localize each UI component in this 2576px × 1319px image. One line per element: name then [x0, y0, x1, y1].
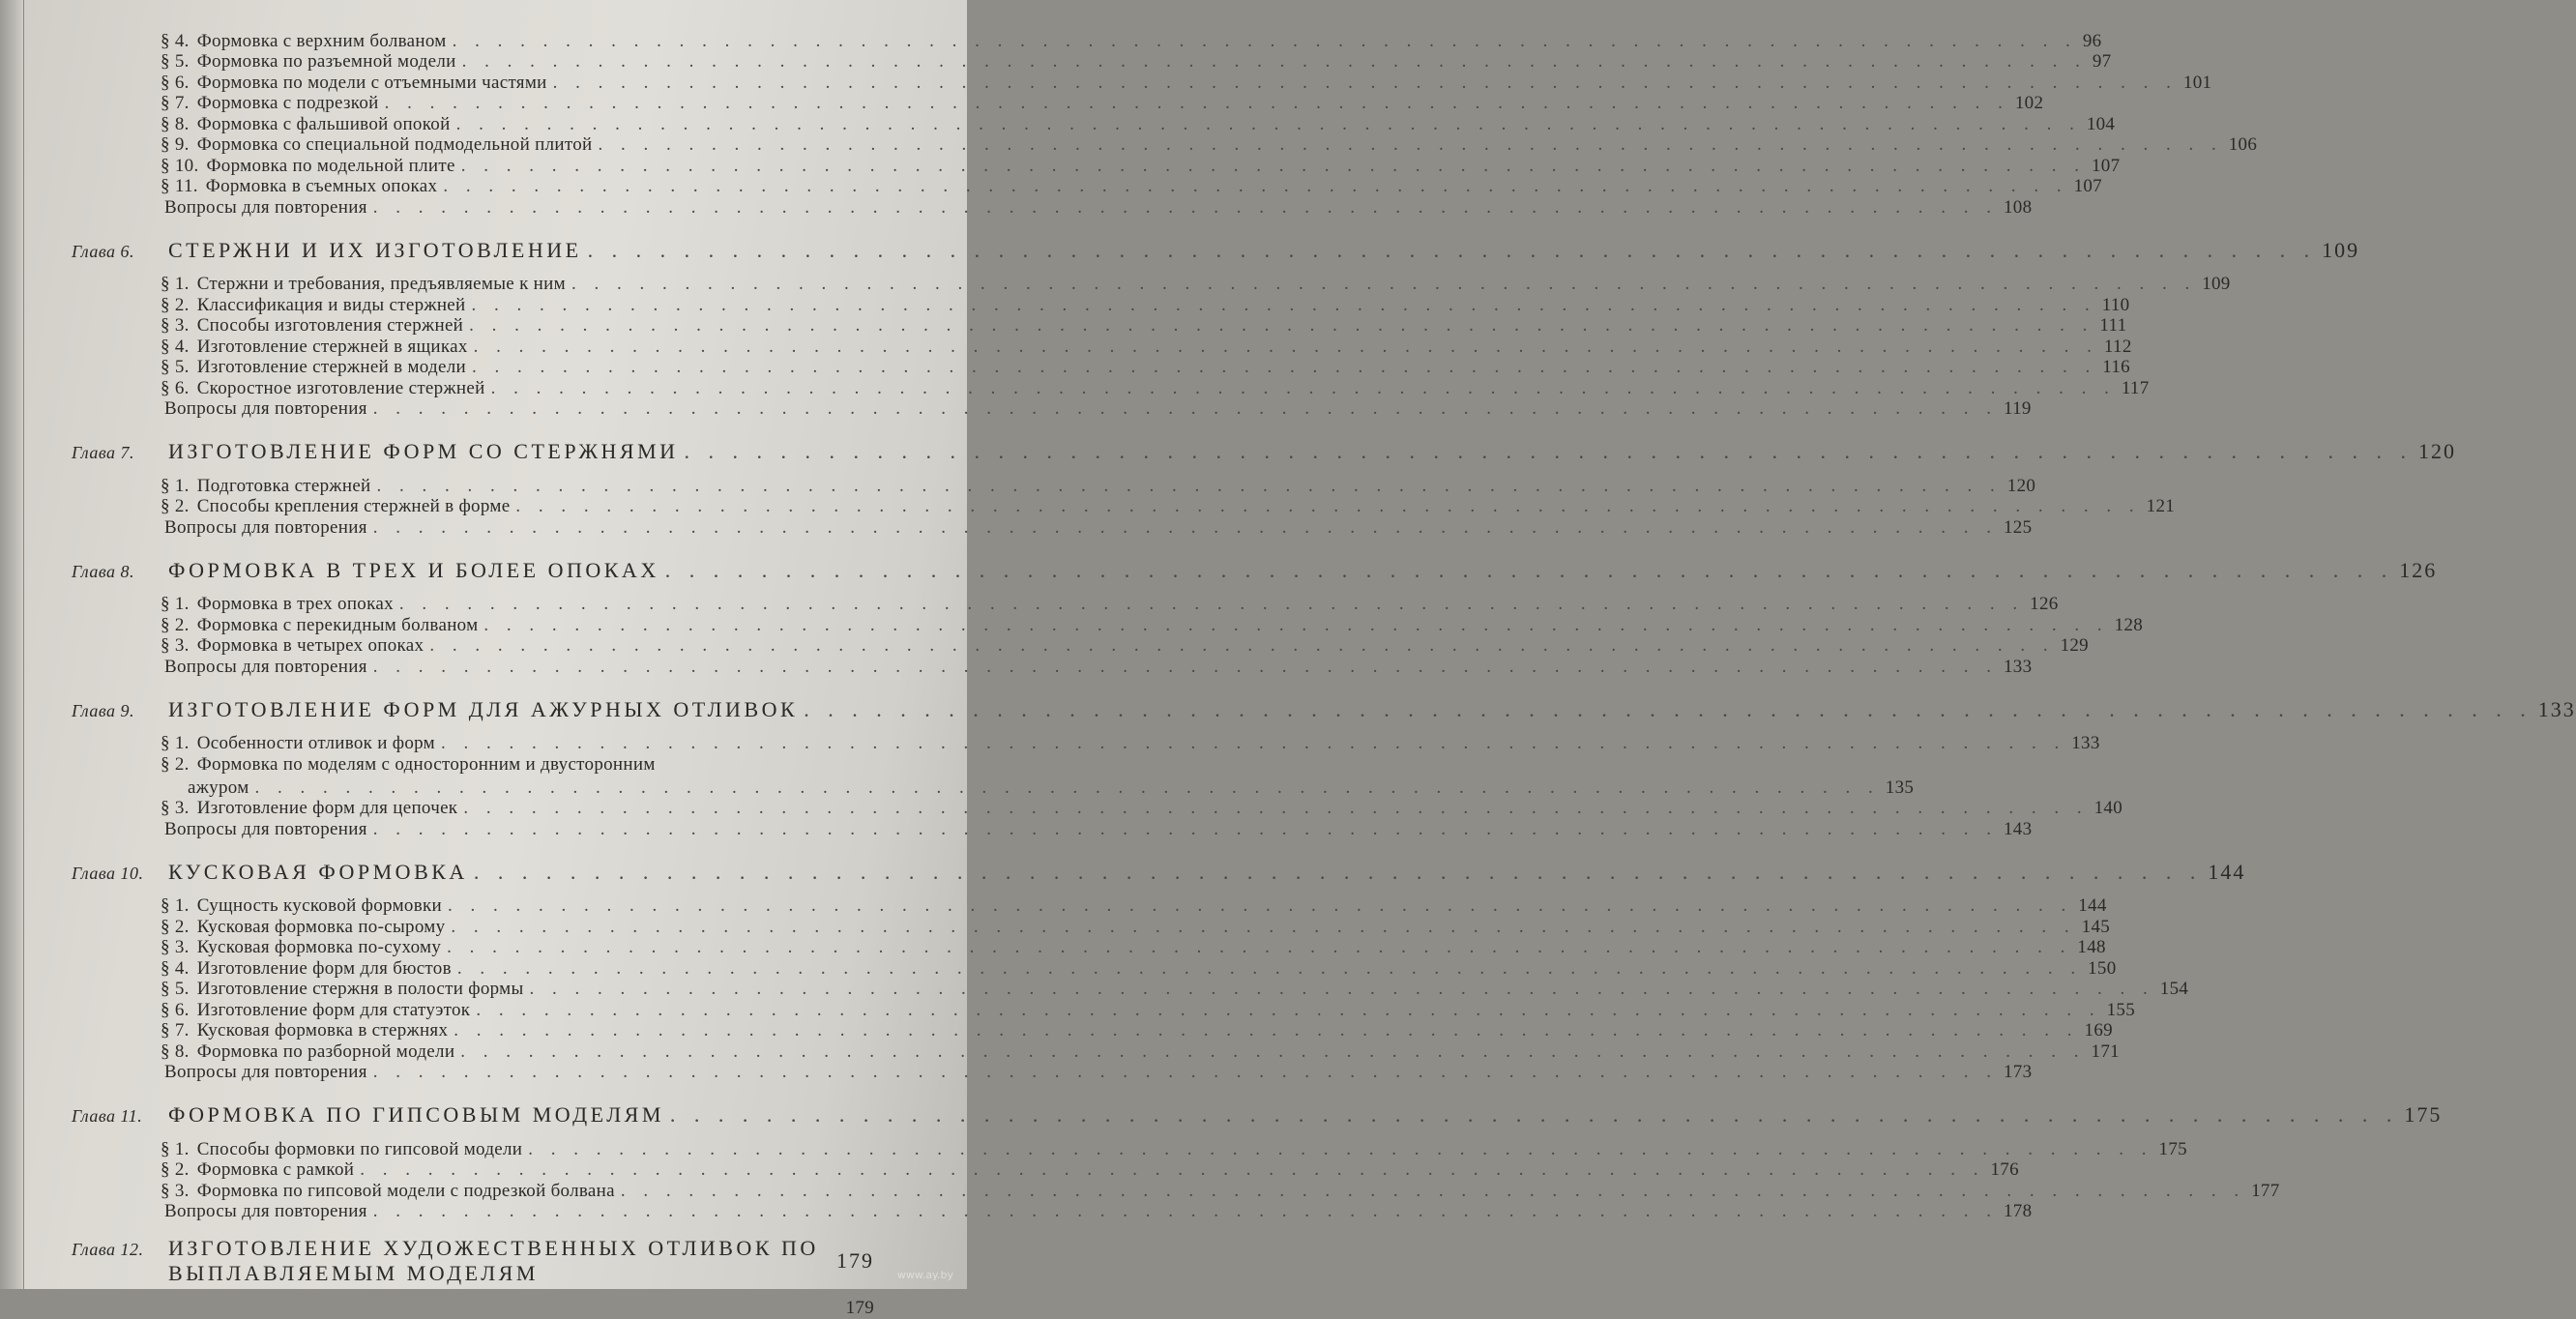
questions-title: Вопросы для повторения — [164, 1201, 367, 1221]
dot-leader: . . . . . . . . . . . . . . . . . . . . . . . . . . . . . . . . . . . . . . . . . . . . . . . . . . . . . . . . . . . . . . . . . . . . . . . . — [620, 1180, 2246, 1201]
dot-leader: . . . . . . . . . . . . . . . . . . . . . . . . . . . . . . . . . . . . . . . . . . . . . . . . . . . . . . . . . . . . . . . . . . . . . . . . — [471, 357, 2097, 377]
section-text — [161, 156, 455, 177]
page-number: 178 — [2003, 1201, 2033, 1221]
section-title: Изготовление стержней в ящиках — [196, 336, 468, 357]
toc-section-row — [72, 733, 2100, 755]
section-text — [161, 295, 466, 316]
section-text — [161, 979, 524, 1000]
section-number: § 5. — [161, 979, 190, 999]
toc-questions-row — [72, 196, 2033, 219]
page-number: 177 — [2251, 1180, 2280, 1201]
section-number: § 1. — [161, 594, 190, 614]
page-number: 155 — [2106, 999, 2135, 1020]
section-title: Формовка по моделям с односторонним и двусторонним — [196, 753, 656, 775]
dot-leader: . . . . . . . . . . . . . . . . . . . . . . . . . . . . . . . . . . . . . . . . . . . . . . . . . . . . . . . . . . . . . . . . . . . . . . . . — [372, 818, 1998, 839]
section-title: Изготовление форм для цепочек — [196, 798, 458, 818]
dot-leader: . . . . . . . . . . . . . . . . . . . . . . . . . . . . . . . . . . . . . . . . . . . . . . . . . . . . . . . . . . . . . . . . . . . . . . . . — [372, 1201, 1998, 1221]
page-number: 104 — [2086, 113, 2116, 134]
dot-leader: . . . . . . . . . . . . . . . . . . . . . . . . . . . . . . . . . . . . . . . . . . . . . . . . . . . . . . . . . . . . . . . . . . . . . . . . — [476, 999, 2101, 1020]
questions-title: Вопросы для повторения — [164, 516, 367, 538]
questions-title: Вопросы для повторения — [164, 398, 367, 419]
section-text — [161, 594, 394, 615]
section-text — [161, 73, 547, 94]
dot-leader: . . . . . . . . . . . . . . . . . . . . . . . . . . . . . . . . . . . . . . . . . . . . . . . . . . . . . . . . . . . . . . . . . . . . . . . . — [473, 859, 2203, 884]
dot-leader: . . . . . . . . . . . . . . . . . . . . . . . . . . . . . . . . . . . . . . . . . . . . . . . . . . . . . . . . . . . . . . . . . . . . . . . . — [571, 274, 2197, 294]
page-number: 129 — [2060, 635, 2089, 656]
chapter-label: Глава 12. — [72, 1240, 144, 1259]
section-title: Сущность кусковой формовки — [196, 895, 442, 916]
section-text — [161, 733, 435, 754]
section-number: § 1. — [161, 733, 190, 753]
chapter-label: Глава 7. — [72, 443, 135, 462]
toc-section-row — [72, 754, 874, 776]
dot-leader: . . . . . . . . . . . . . . . . . . . . . . . . . . . . . . . . . . . . . . . . . . . . . . . . . . . . . . . . . . . . . . . . . . . . . . . . — [372, 516, 1998, 538]
questions-title: Вопросы для повторения — [164, 818, 367, 839]
section-text — [161, 798, 457, 819]
chapter-text — [72, 1102, 664, 1128]
toc-section-row — [72, 294, 2130, 316]
dot-leader: . . . . . . . . . . . . . . . . . . . . . . . . . . . . . . . . . . . . . . . . . . . . . . . . . . . . . . . . . . . . . . . . . . . . . . . . — [398, 594, 2025, 614]
toc-section-row — [72, 134, 2258, 157]
page-number: 169 — [2084, 1020, 2113, 1041]
dot-leader: . . . . . . . . . . . . . . . . . . . . . . . . . . . . . . . . . . . . . . . . . . . . . . . . . . . . . . . . . . . . . . . . . . . . . . . . — [490, 377, 2116, 398]
section-text — [161, 274, 566, 295]
section-text — [161, 134, 592, 156]
section-title: Формовка с верхним болваном — [196, 30, 447, 51]
section-number: § 6. — [161, 999, 190, 1020]
page-number: 148 — [2077, 937, 2106, 957]
section-title: Изготовление стержней в модели — [196, 357, 466, 377]
section-text — [161, 176, 437, 197]
page-number: 173 — [2003, 1062, 2033, 1082]
book-gutter — [0, 0, 24, 1289]
section-number: § 2. — [161, 496, 190, 516]
section-number: § 9. — [161, 134, 190, 155]
page-number: 102 — [2014, 93, 2044, 113]
dot-leader: . . . . . . . . . . . . . . . . . . . . . . . . . . . . . . . . . . . . . . . . . . . . . . . . . . . . . . . . . . . . . . . . . . . . . . . . — [443, 176, 2068, 196]
section-text — [161, 357, 466, 378]
dot-leader: . . . . . . . . . . . . . . . . . . . . . . . . . . . . . . . . . . . . . . . . . . . . . . . . . . . . . . . . . . . . . . . . . . . . . . . . — [447, 937, 2072, 957]
dot-leader: . . . . . . . . . . . . . . . . . . . . . . . . . . . . . . . . . . . . . . . . . . . . . . . . . . . . . . . . . . . . . . . . . . . . . . . . — [529, 979, 2154, 999]
section-number: § 1. — [161, 475, 190, 496]
section-number: § 3. — [161, 798, 190, 818]
section-title: Кусковая формовка в стержнях — [196, 1020, 449, 1041]
page-number: 143 — [2003, 818, 2033, 839]
toc-section-row — [72, 93, 2044, 115]
section-title: Формовка с перекидным болваном — [196, 614, 479, 635]
toc-section-row — [72, 1159, 2019, 1182]
dot-leader: . . . . . . . . . . . . . . . . . . . . . . . . . . . . . . . . . . . . . . . . . . . . . . . . . . . . . . . . . . . . . . . . . . . . . . . . — [460, 1041, 2086, 1062]
dot-leader: . . . . . . . . . . . . . . . . . . . . . . . . . . . . . . . . . . . . . . . . . . . . . . . . . . . . . . . . . . . . . . . . . . . . . . . . — [441, 733, 2066, 753]
section-text — [161, 635, 424, 657]
toc-section-row — [72, 315, 2127, 337]
section-text — [161, 1159, 354, 1181]
dot-leader: . . . . . . . . . . . . . . . . . . . . . . . . . . . . . . . . . . . . . . . . . . . . . . . . . . . . . . . . . . . . . . . . . . . . . . . . — [471, 294, 2096, 315]
toc-chapter-heading — [72, 854, 2246, 885]
section-text — [161, 51, 456, 73]
section-title: Формовка с рамкой — [196, 1159, 355, 1180]
page-number: 128 — [2114, 614, 2144, 635]
page-number: 107 — [2091, 155, 2121, 176]
chapter-label: Глава 9. — [72, 700, 135, 720]
chapter-title: ИЗГОТОВЛЕНИЕ ФОРМ ДЛЯ АЖУРНЫХ ОТЛИВОК — [168, 696, 799, 721]
page-number: 119 — [2003, 398, 2032, 419]
section-title: Формовка с фальшивой опокой — [196, 113, 451, 134]
section-title: Способы изготовления стержней — [196, 315, 464, 336]
dot-leader: . . . . . . . . . . . . . . . . . . . . . . . . . . . . . . . . . . . . . . . . . . . . . . . . . . . . . . . . . . . . . . . . . . . . . . . . — [460, 155, 2086, 176]
toc-section-row — [72, 635, 2089, 658]
toc-chapter-heading — [72, 433, 2457, 464]
section-number: § 5. — [161, 51, 190, 72]
page-number: 116 — [2102, 357, 2130, 377]
toc-questions-row — [72, 656, 2033, 678]
page-number: 126 — [2399, 557, 2438, 582]
section-number: § 8. — [161, 113, 190, 134]
section-title: Формовка по модели с отъемными частями — [196, 72, 547, 93]
questions-title: Вопросы для повторения — [164, 656, 367, 677]
chapter-label: Глава 11. — [72, 1106, 143, 1126]
section-title: Стержни и требования, предъявляемые к ним — [196, 274, 566, 294]
section-title: Формовка в съемных опоках — [205, 176, 438, 196]
toc-questions-row — [72, 398, 2032, 421]
dot-leader: . . . . . . . . . . . . . . . . . . . . . . . . . . . . . . . . . . . . . . . . . . . . . . . . . . . . . . . . . . . . . . . . . . . . . . . . — [384, 93, 2009, 113]
dot-leader: . . . . . . . . . . . . . . . . . . . . . . . . . . . . . . . . . . . . . . . . . . . . . . . . . . . . . . . . . . . . . . . . . . . . . . . . — [528, 1138, 2153, 1159]
page-number: 175 — [2158, 1138, 2187, 1159]
section-text — [161, 337, 468, 358]
page-number: 179 — [836, 1248, 874, 1273]
section-number: § 3. — [161, 1180, 190, 1201]
toc-section-row — [72, 51, 2112, 73]
chapter-text — [72, 860, 468, 885]
toc-questions-row — [72, 1201, 2033, 1223]
toc-chapter-heading — [72, 691, 2576, 722]
section-text — [161, 496, 510, 517]
section-number: § 6. — [161, 377, 190, 398]
dot-leader: . . . . . . . . . . . . . . . . . . . . . . . . . . . . . . . . . . . . . . . . . . . . . . . . . . . . . . . . . . . . . . . . . . . . . . . . — [598, 134, 2223, 155]
page-number: 150 — [2088, 957, 2117, 979]
section-title: Формовка по разъемной модели — [196, 51, 456, 72]
dot-leader: . . . . . . . . . . . . . . . . . . . . . . . . . . . . . . . . . . . . . . . . . . . . . . . . . . . . . . . . . . . . . . . . . . . . . . . . — [515, 496, 2141, 516]
chapter-title-line2: ВЫПЛАВЛЯЕМЫМ МОДЕЛЯМ — [168, 1261, 539, 1285]
section-title: Кусковая формовка по-сухому — [196, 937, 442, 957]
section-title: Скоростное изготовление стержней — [196, 377, 485, 398]
page-number: 111 — [2099, 315, 2127, 336]
page-number: 125 — [2003, 516, 2033, 538]
dot-leader: . . . . . . . . . . . . . . . . . . . . . . . . . . . . . . . . . . . . . . . . . . . . . . . . . . . . . . . . . . . . . . . . . . . . . . . . — [664, 557, 2394, 582]
chapter-title: ИЗГОТОВЛЕНИЕ ФОРМ СО СТЕРЖНЯМИ — [168, 439, 679, 463]
section-text — [161, 615, 478, 636]
page-number: 120 — [2418, 439, 2457, 463]
toc-chapter-heading — [72, 232, 2360, 263]
section-title: Классификация и виды стержней — [196, 294, 466, 315]
page-number: 121 — [2146, 496, 2176, 516]
section-text — [161, 93, 379, 114]
toc-section-row — [72, 798, 2122, 820]
toc-section-row — [72, 72, 2212, 94]
chapter-text — [72, 439, 679, 464]
page-number: 109 — [2202, 274, 2231, 294]
dot-leader: . . . . . . . . . . . . . . . . . . . . . . . . . . . . . . . . . . . . . . . . . . . . . . . . . . . . . . . . . . . . . . . . . . . . . . . . — [461, 51, 2087, 72]
toc-section-row — [72, 496, 2176, 518]
section-text — [161, 378, 485, 399]
toc-section-row — [72, 176, 2102, 198]
toc-section-row — [72, 155, 2121, 177]
toc-section-row — [72, 1020, 2113, 1042]
section-number: § 2. — [161, 614, 190, 635]
section-title: Кусковая формовка по-сырому — [196, 916, 446, 937]
section-title: Формовка со специальной подмодельной плитой — [196, 134, 593, 155]
dot-leader: . . . . . . . . . . . . . . . . . . . . . . . . . . . . . . . . . . . . . . . . . . . . . . . . . . . . . . . . . . . . . . . . . . . . . . . . — [451, 916, 2076, 937]
section-text — [161, 114, 451, 135]
section-title: Подготовка стержней — [196, 475, 371, 496]
section-number: § 1. — [161, 895, 190, 916]
section-text — [161, 315, 463, 337]
section-number: § 7. — [161, 1020, 190, 1041]
chapter-title: СТЕРЖНИ И ИХ ИЗГОТОВЛЕНИЕ — [168, 237, 582, 262]
chapter-title-line — [72, 1236, 819, 1261]
dot-leader: . . . . . . . . . . . . . . . . . . . . . . . . . . . . . . . . . . . . . . . . . . . . . . . . . . . . . . . . . . . . . . . . . . . . . . . . — [372, 398, 1998, 419]
toc-section-row — [72, 1138, 2187, 1160]
page-number: 135 — [1885, 777, 1915, 798]
toc-questions-row — [72, 516, 2033, 539]
toc-section-row — [72, 957, 2117, 980]
dot-leader: . . . . . . . . . . . . . . . . . . . . . . . . . . . . . . . . . . . . . . . . . . . . . . . . . . . . . . . . . . . . . . . . . . . . . . . . — [669, 1102, 2399, 1127]
page-number: 106 — [2228, 134, 2258, 155]
dot-leader: . . . . . . . . . . . . . . . . . . . . . . . . . . . . . . . . . . . . . . . . . . . . . . . . . . . . . . . . . . . . . . . . . . . . . . . . — [804, 696, 2532, 721]
section-text — [161, 917, 445, 938]
toc-section-row — [72, 336, 2132, 358]
section-number: § 6. — [161, 72, 190, 93]
section-title: Формовка в четырех опоках — [196, 635, 424, 656]
section-title: Формовка по модельной плите — [206, 155, 455, 176]
section-number: § 4. — [161, 336, 190, 357]
dot-leader: . . . . . . . . . . . . . . . . . . . . . . . . . . . . . . . . . . . . . . . . . . . . . . . . . . . . . . . . . . . . . . . . . . . . . . . . — [463, 798, 2089, 818]
page-number: 120 — [2006, 475, 2036, 496]
section-title: Формовка по гипсовой модели с подрезкой болвана — [196, 1180, 615, 1201]
page-number: 108 — [2003, 196, 2033, 218]
chapter-label: Глава 10. — [72, 863, 144, 883]
page-number: 133 — [2071, 733, 2100, 753]
section-title: Изготовление стержня в полости формы — [196, 979, 524, 999]
section-title: Формовка в трех опоках — [196, 594, 394, 614]
section-number: § 2. — [161, 1159, 190, 1180]
section-number: § 4. — [161, 30, 190, 51]
section-number: § 2. — [161, 294, 190, 315]
page-number: 145 — [2081, 916, 2111, 937]
section-number: § 5. — [161, 357, 190, 377]
dot-leader: . . . . . . . . . . . . . . . . . . . . . . . . . . . . . . . . . . . . . . . . . . . . . . . . . . . . . . . . . . . . . . . . . . . . . . . . — [372, 196, 1998, 218]
page-number: 144 — [2208, 859, 2246, 884]
page-number: 133 — [2537, 696, 2576, 721]
section-number: § 10. — [161, 155, 199, 176]
section-number: § 3. — [161, 315, 190, 336]
page-number: 107 — [2073, 176, 2102, 196]
page-number: 171 — [2091, 1041, 2120, 1062]
dot-leader: . . . . . . . . . . . . . . . . . . . . . . . . . . . . . . . . . . . . . . . . . . . . . . . . . . . . . . . . . . . . . . . . . . . . . . . . — [684, 439, 2414, 463]
toc-section-row — [72, 113, 2116, 135]
page-number: 109 — [2322, 237, 2360, 262]
toc-section-row — [72, 979, 2189, 1001]
page-number: 144 — [2078, 895, 2107, 916]
section-text — [161, 31, 447, 52]
chapter-text — [72, 697, 798, 722]
dot-leader: . . . . . . . . . . . . . . . . . . . . . . . . . . . . . . . . . . . . . . . . . . . . . . . . . . . . . . . . . . . . . . . . . . . . . . . . — [254, 777, 1880, 798]
page-number: 154 — [2159, 979, 2189, 999]
dot-leader: . . . . . . . . . . . . . . . . . . . . . . . . . . . . . . . . . . . . . . . . . . . . . . . . . . . . . . . . . . . . . . . . . . . . . . . . — [376, 475, 2002, 496]
section-title: Формовка с подрезкой — [196, 93, 379, 113]
section-number: § 1. — [161, 274, 190, 294]
page-number: 96 — [2082, 30, 2102, 51]
section-text — [161, 895, 442, 917]
section-text — [161, 1041, 454, 1063]
section-text — [161, 1181, 615, 1202]
page-number: 101 — [2182, 72, 2212, 93]
dot-leader: . . . . . . . . . . . . . . . . . . . . . . . . . . . . . . . . . . . . . . . . . . . . . . . . . . . . . . . . . . . . . . . . . . . . . . . . — [455, 113, 2081, 134]
dot-leader: . . . . . . . . . . . . . . . . . . . . . . . . . . . . . . . . . . . . . . . . . . . . . . . . . . . . . . . . . . . . . . . . . . . . . . . . — [454, 1020, 2079, 1041]
toc-chapter-heading — [72, 1097, 2443, 1128]
page-number: 117 — [2121, 377, 2150, 398]
section-number: § 2. — [161, 916, 190, 937]
watermark: www.ay.by — [896, 1269, 953, 1281]
section-text — [161, 1000, 470, 1021]
toc-chapter-heading — [72, 552, 2438, 583]
toc-section-row — [72, 1041, 2120, 1063]
section-title-continuation: ажуром — [188, 777, 249, 798]
section-number: § 11. — [161, 176, 198, 196]
dot-leader: . . . . . . . . . . . . . . . . . . . . . . . . . . . . . . . . . . . . . . . . . . . . . . . . . . . . . . . . . . . . . . . . . . . . . . . . — [473, 336, 2098, 357]
dot-leader: . . . . . . . . . . . . . . . . . . . . . . . . . . . . . . . . . . . . . . . . . . . . . . . . . . . . . . . . . . . . . . . . . . . . . . . . — [372, 1062, 1998, 1082]
chapter-label: Глава 6. — [72, 241, 135, 261]
dot-leader: . . . . . . . . . . . . . . . . . . . . . . . . . . . . . . . . . . . . . . . . . . . . . . . . . . . . . . . . . . . . . . . . . . . . . . . . — [447, 895, 2073, 916]
section-title: Способы крепления стержней в форме — [196, 496, 511, 516]
section-text — [161, 1139, 522, 1160]
questions-title: Вопросы для повторения — [164, 1062, 367, 1082]
dot-leader: . . . . . . . . . . . . . . . . . . . . . . . . . . . . . . . . . . . . . . . . . . . . . . . . . . . . . . . . . . . . . . . . . . . . . . . . — [483, 614, 2109, 635]
toc-section-row — [72, 594, 2059, 616]
chapter-label: Глава 8. — [72, 561, 135, 581]
dot-leader: . . . . . . . . . . . . . . . . . . . . . . . . . . . . . . . . . . . . . . . . . . . . . . . . . . . . . . . . . . . . . . . . . . . . . . . . — [360, 1159, 1985, 1180]
toc-chapter-heading — [72, 1236, 874, 1286]
toc-section-row — [72, 1180, 2280, 1202]
toc-section-row — [72, 274, 2231, 296]
chapter-text — [72, 1236, 819, 1286]
section-text — [161, 754, 656, 776]
page-number: 126 — [2030, 594, 2059, 614]
chapter-title: ФОРМОВКА В ТРЕХ И БОЛЕЕ ОПОКАХ — [168, 557, 659, 582]
section-number: § 1. — [161, 1138, 190, 1159]
toc-section-row — [72, 377, 2150, 399]
toc-questions-row — [72, 1062, 2033, 1084]
toc-questions-row — [72, 818, 2033, 840]
section-number: § 8. — [161, 1041, 190, 1062]
toc-section-row — [72, 475, 2036, 497]
section-title: Изготовление форм для статуэток — [196, 999, 471, 1020]
section-title: Изготовление форм для бюстов — [196, 957, 452, 979]
toc-section-row — [72, 30, 2102, 52]
dot-leader: . . . . . . . . . . . . . . . . . . . . . . . . . . . . . . . . . . . . . . . . . . . . . . . . . . . . . . . . . . . . . . . . . . . . . . . . — [452, 30, 2077, 51]
page-number: 97 — [2092, 51, 2112, 72]
section-title: Особенности отливок и форм — [196, 733, 435, 753]
page-number: 133 — [2003, 656, 2033, 677]
dot-leader: . . . . . . . . . . . . . . . . . . . . . . . . . . . . . . . . . . . . . . . . . . . . . . . . . . . . . . . . . . . . . . . . . . . . . . . . — [469, 315, 2094, 336]
dot-leader: . . . . . . . . . . . . . . . . . . . . . . . . . . . . . . . . . . . . . . . . . . . . . . . . . . . . . . . . . . . . . . . . . . . . . . . . — [456, 957, 2083, 979]
chapter-title: ИЗГОТОВЛЕНИЕ ХУДОЖЕСТВЕННЫХ ОТЛИВОК ПО — [168, 1236, 819, 1260]
section-text — [161, 937, 441, 958]
dot-leader: . . . . . . . . . . . . . . . . . . . . . . . . . . . . . . . . . . . . . . . . . . . . . . . . . . . . . . . . . . . . . . . . . . . . . . . . — [372, 656, 1998, 677]
questions-title: Вопросы для повторения — [164, 196, 367, 218]
toc-section-row — [72, 937, 2106, 959]
section-text — [161, 476, 371, 497]
chapter-title: КУСКОВАЯ ФОРМОВКА — [168, 859, 468, 884]
section-number: § 7. — [161, 93, 190, 113]
toc-next-row — [72, 1298, 874, 1319]
toc-section-row — [72, 999, 2135, 1021]
chapter-text — [72, 238, 582, 263]
dot-leader: . . . . . . . . . . . . . . . . . . . . . . . . . . . . . . . . . . . . . . . . . . . . . . . . . . . . . . . . . . . . . . . . . . . . . . . . — [429, 635, 2055, 656]
page-number: 112 — [2103, 336, 2132, 357]
section-title: Способы формовки по гипсовой модели — [196, 1138, 523, 1159]
page-number: 176 — [1990, 1159, 2019, 1180]
section-number: § 4. — [161, 957, 190, 979]
toc-section-continuation — [72, 776, 1915, 799]
section-number: § 3. — [161, 635, 190, 656]
page-number: 175 — [2404, 1102, 2443, 1127]
dot-leader: . . . . . . . . . . . . . . . . . . . . . . . . . . . . . . . . . . . . . . . . . . . . . . . . . . . . . . . . . . . . . . . . . . . . . . . . — [587, 237, 2317, 262]
page-number: 179 — [845, 1297, 874, 1318]
page-number: 140 — [2093, 798, 2122, 818]
chapter-text — [72, 558, 659, 583]
section-title: Формовка по разборной модели — [196, 1041, 455, 1062]
dot-leader: . . . . . . . . . . . . . . . . . . . . . . . . . . . . . . . . . . . . . . . . . . . . . . . . . . . . . . . . . . . . . . . . . . . . . . . . — [552, 72, 2178, 93]
toc-section-row — [72, 916, 2111, 938]
section-number: § 2. — [161, 753, 190, 775]
toc-section-row — [72, 357, 2130, 379]
section-text — [161, 958, 452, 980]
toc-section-row — [72, 614, 2144, 636]
chapter-title: ФОРМОВКА ПО ГИПСОВЫМ МОДЕЛЯМ — [168, 1102, 664, 1127]
page-number: 110 — [2101, 294, 2130, 315]
toc-section-row — [72, 895, 2107, 918]
section-text — [161, 1020, 448, 1041]
section-number: § 3. — [161, 937, 190, 957]
